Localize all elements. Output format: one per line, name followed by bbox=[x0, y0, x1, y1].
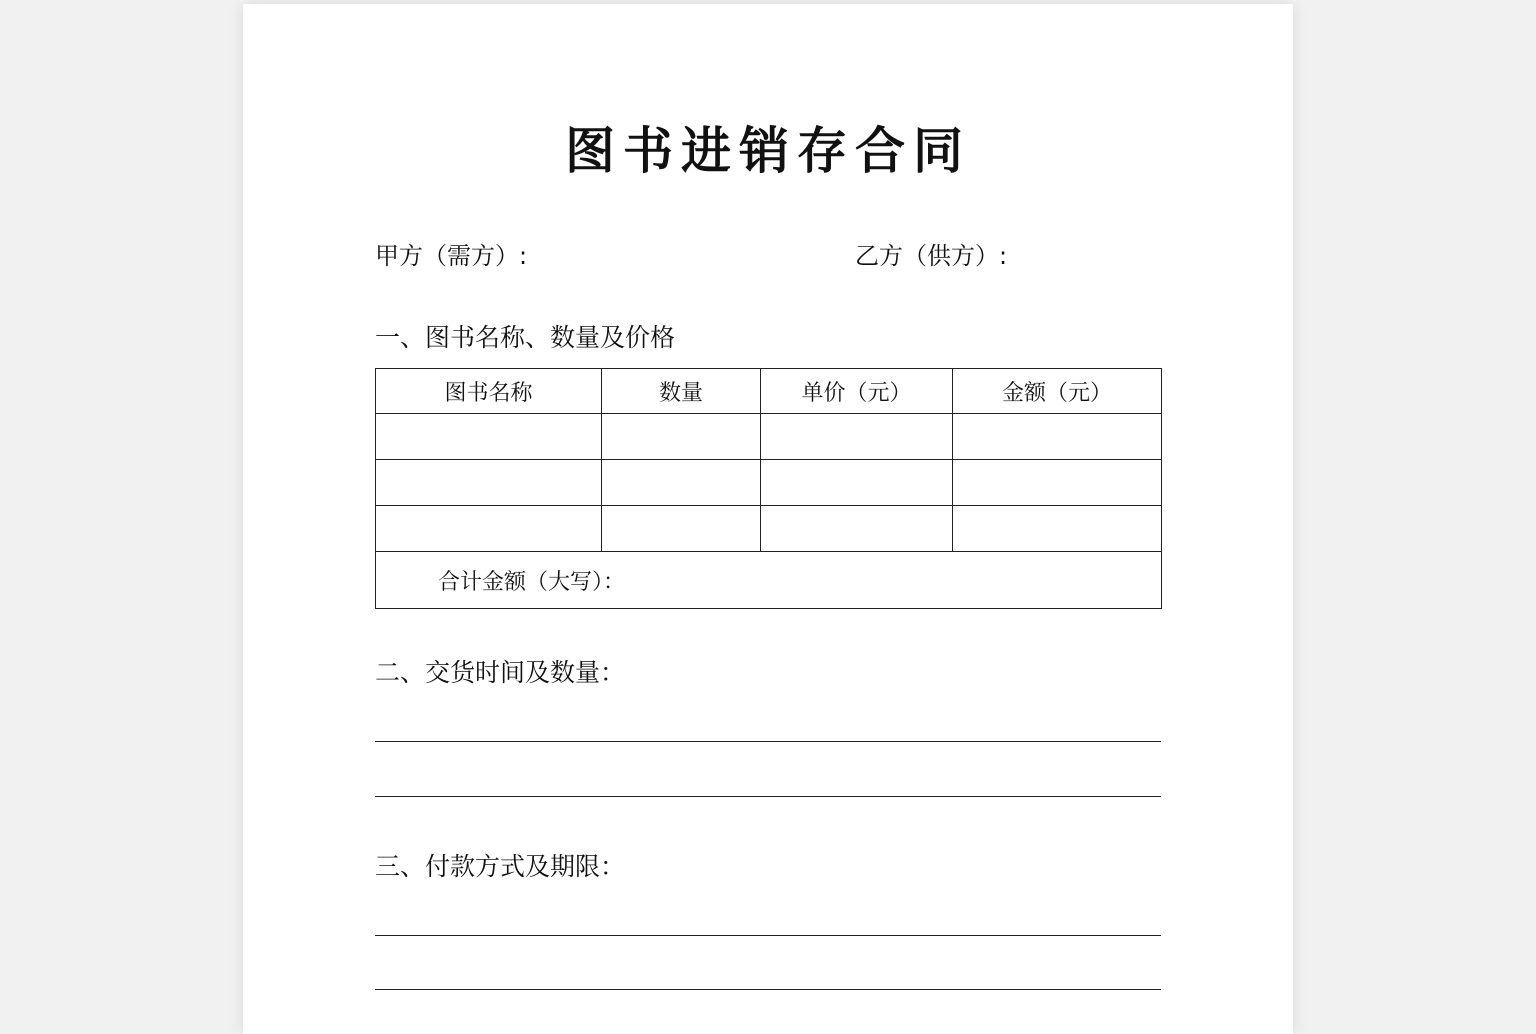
cell-quantity[interactable] bbox=[602, 460, 761, 506]
table-row bbox=[376, 414, 1162, 460]
table-header-row bbox=[376, 369, 1162, 414]
cell-quantity[interactable] bbox=[602, 506, 761, 552]
header-book-name: 图书名称 bbox=[376, 369, 602, 414]
payment-fill-line bbox=[375, 935, 1161, 936]
section-2-heading: 二、交货时间及数量： bbox=[375, 658, 626, 687]
section-3-heading: 三、付款方式及期限： bbox=[375, 852, 626, 881]
header-quantity: 数量 bbox=[602, 369, 761, 414]
delivery-fill-line bbox=[375, 741, 1161, 742]
table-row bbox=[376, 460, 1162, 506]
cell-book-name[interactable] bbox=[376, 460, 602, 506]
payment-fill-line bbox=[375, 989, 1161, 990]
table-row bbox=[376, 506, 1162, 552]
contract-page bbox=[243, 4, 1293, 1034]
cell-quantity[interactable] bbox=[602, 414, 761, 460]
cell-unit-price[interactable] bbox=[761, 506, 953, 552]
cell-unit-price[interactable] bbox=[761, 460, 953, 506]
delivery-fill-line bbox=[375, 796, 1161, 797]
contract-title: 图书进销存合同 bbox=[565, 121, 971, 180]
table-total-row bbox=[376, 552, 1162, 609]
cell-amount[interactable] bbox=[953, 414, 1162, 460]
book-items-table bbox=[375, 368, 1162, 609]
cell-unit-price[interactable] bbox=[761, 414, 953, 460]
cell-amount[interactable] bbox=[953, 460, 1162, 506]
header-unit-price: 单价（元） bbox=[761, 369, 953, 414]
party-a-label: 甲方（需方）: bbox=[375, 242, 528, 270]
party-b-label: 乙方（供方）: bbox=[855, 242, 1008, 270]
cell-amount[interactable] bbox=[953, 506, 1162, 552]
total-amount-label: 合计金额（大写）： bbox=[376, 552, 1162, 609]
header-amount: 金额（元） bbox=[953, 369, 1162, 414]
cell-book-name[interactable] bbox=[376, 414, 602, 460]
cell-book-name[interactable] bbox=[376, 506, 602, 552]
section-1-heading: 一、图书名称、数量及价格 bbox=[375, 323, 676, 352]
